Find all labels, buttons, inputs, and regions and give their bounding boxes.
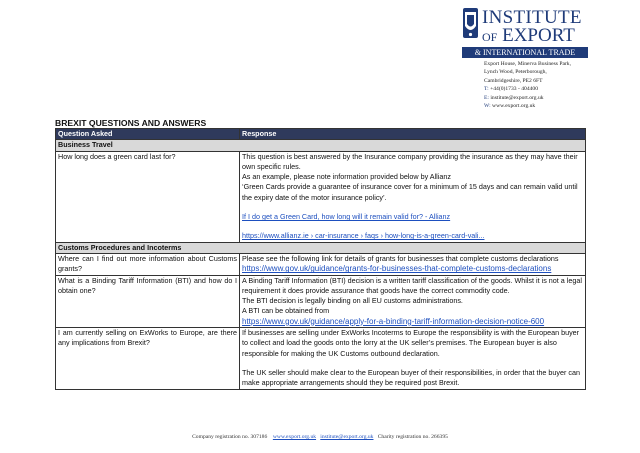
column-header-response: Response: [240, 129, 586, 140]
logo-of: OF: [482, 30, 498, 44]
institute-of-export-logo: [462, 6, 590, 56]
question-cell: I am currently selling on ExWorks to Europe, are there any implications from Brexit?: [56, 328, 240, 389]
logo-export: EXPORT: [497, 25, 575, 46]
logo-band: & INTERNATIONAL TRADE: [462, 47, 588, 58]
address-block: [484, 60, 571, 110]
customs-grants-link[interactable]: https://www.gov.uk/guidance/grants-for-businesses-that-complete-customs-declarations: [242, 264, 552, 274]
question-cell: How long does a green card last for?: [56, 151, 240, 242]
response-text: The UK seller should make clear to the European buyer of their responsibilities, in order that the buyer can make appropriate arrangements should they be required post Brexit.: [242, 367, 580, 388]
response-text: The BTI decision is legally binding on all EU customs administrations.: [242, 296, 463, 306]
question-cell: What is a Binding Tariff Information (BTI) and how do I obtain one?: [56, 275, 240, 327]
footer-charity-reg: Charity registration no. 266395: [377, 434, 448, 440]
phone-key: T:: [484, 86, 489, 93]
logo-line-export: [482, 26, 575, 47]
response-text: A BTI can be obtained from: [242, 306, 330, 316]
response-cell: [240, 151, 586, 242]
email-key: E:: [484, 94, 489, 101]
qa-table: [55, 128, 586, 390]
table-row: [56, 151, 586, 242]
allianz-url-link[interactable]: https://www.allianz.ie › car-insurance › faqs › how-long-is-a-green-card-vali...: [242, 231, 485, 241]
footer: [0, 434, 640, 440]
address-phone: [484, 85, 571, 93]
web-value[interactable]: www.export.org.uk: [490, 103, 536, 110]
table-row: [56, 253, 586, 275]
address-line-2: Lynch Wood, Peterborough,: [484, 69, 547, 76]
phone-value: +44(0)1733 - 404400: [488, 86, 539, 93]
section-label-customs: Customs Procedures and Incoterms: [56, 242, 586, 253]
response-text: If businesses are selling under ExWorks Incoterms to Europe the responsibility is with the European buyer to collect and load the goods onto the lorry at the UK seller’s premises. The European buyer is also responsible for making the UK Customs outbound declaration.: [242, 328, 580, 358]
address-email: [484, 94, 571, 102]
footer-email-link[interactable]: institute@export.org.uk: [320, 434, 374, 440]
footer-company-reg: Company registration no. 307186: [192, 434, 268, 440]
address-line-3: Cambridgeshire, PE2 6FT: [484, 77, 543, 84]
bti-link[interactable]: https://www.gov.uk/guidance/apply-for-a-binding-tariff-information-decision-notice-600: [242, 316, 545, 326]
response-text: As an example, please note information provided below by Allianz: [242, 172, 451, 182]
section-row-business-travel: [56, 140, 586, 151]
table-header-row: [56, 129, 586, 140]
allianz-faq-link[interactable]: If I do get a Green Card, how long will it remain valid for? - Allianz: [242, 212, 451, 222]
footer-web-link[interactable]: www.export.org.uk: [272, 434, 317, 440]
table-row: [56, 328, 586, 389]
column-header-question: Question Asked: [56, 129, 240, 140]
page-title: BREXIT QUESTIONS AND ANSWERS: [55, 118, 207, 128]
crest-icon: [462, 6, 479, 42]
address-web: [484, 102, 571, 110]
response-cell: [240, 328, 586, 389]
web-key: W:: [484, 103, 491, 110]
table-row: [56, 275, 586, 327]
response-text: A Binding Tariff Information (BTI) decision is a written tariff classification of the goods. Whilst it is not a legal requirement it does provide assurance that goods have the correct commodity code.: [242, 275, 582, 295]
section-row-customs: [56, 242, 586, 253]
section-label-business-travel: Business Travel: [56, 140, 586, 151]
response-cell: [240, 253, 586, 275]
logo-line-institute: INSTITUTE: [482, 7, 582, 28]
address-line-1: Export House, Minerva Business Park,: [484, 61, 572, 67]
question-cell: Where can I find out more information about Customs grants?: [56, 253, 240, 275]
response-text: This question is best answered by the Insurance company providing the insurance as they may have their own specific rules.: [242, 151, 578, 171]
email-value[interactable]: institute@export.org.uk: [488, 94, 544, 101]
response-text: Please see the following link for details of grants for businesses that complete customs declarations: [242, 253, 559, 263]
response-quote: ‘Green Cards provide a guarantee of insurance cover for a minimum of 15 days and can remain valid until the expiry date of the motor insurance policy’.: [242, 182, 578, 202]
response-cell: [240, 275, 586, 327]
